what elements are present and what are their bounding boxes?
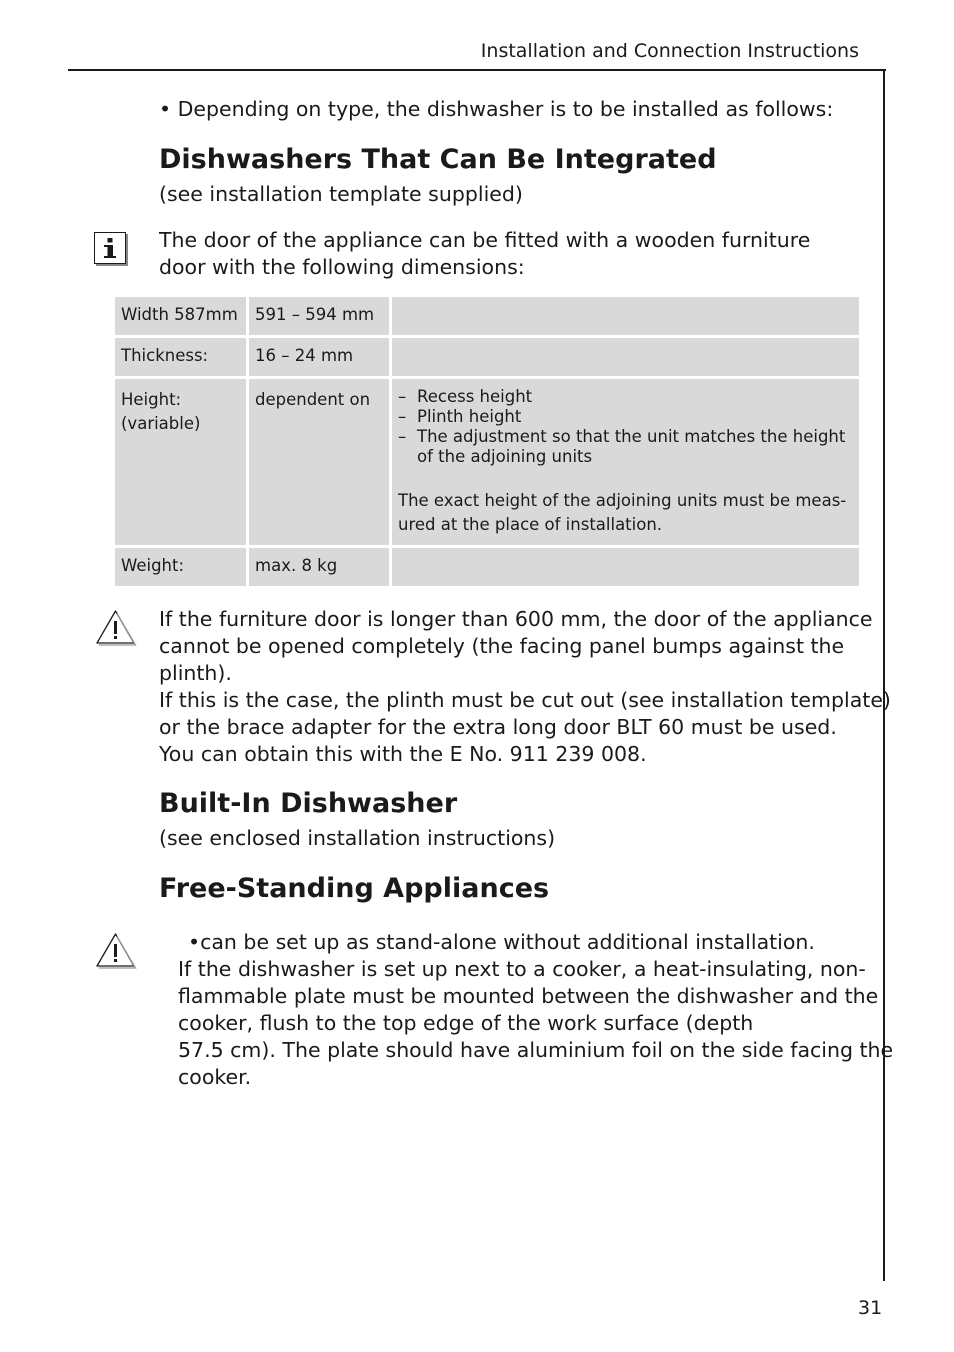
- heading-built-in: Built-In Dishwasher: [159, 788, 458, 819]
- row-notes: [392, 379, 859, 548]
- warning-door-length: [159, 606, 891, 768]
- text-line: flammable plate must be mounted between the dishwasher and the: [178, 984, 879, 1008]
- row-label: Thickness:: [115, 338, 249, 379]
- running-header: Installation and Connection Instructions: [480, 40, 859, 62]
- heading-integrated: Dishwashers That Can Be Integrated: [159, 144, 717, 175]
- row-label: Weight:: [115, 548, 249, 586]
- text-line: or the brace adapter for the extra long door BLT 60 must be used.: [159, 715, 837, 739]
- height-value: dependent on: [255, 390, 371, 409]
- row-value: 591 – 594 mm: [249, 297, 392, 338]
- row-notes: [392, 338, 859, 379]
- height-note: The exact height of the adjoining units must be meas-ured at the place of installation.: [398, 491, 847, 534]
- warning-icon: [94, 931, 137, 969]
- table-row: [115, 338, 859, 379]
- table-row: [115, 548, 859, 586]
- dimensions-table: [115, 297, 859, 586]
- height-criteria-list: [398, 387, 853, 467]
- table-row: [115, 379, 859, 548]
- list-item: – Recess height: [398, 387, 853, 407]
- text-line: If the furniture door is longer than 600 mm, the door of the appliance: [159, 607, 873, 631]
- row-label: Width 587mm: [115, 297, 249, 338]
- row-value: max. 8 kg: [249, 548, 392, 586]
- text-line: 57.5 cm). The plate should have aluminium foil on the side facing the: [178, 1038, 894, 1062]
- intro-bullet: • Depending on type, the dishwasher is to be installed as follows:: [159, 97, 834, 121]
- row-label: [115, 379, 249, 548]
- subtitle-built-in: (see enclosed installation instructions): [159, 826, 556, 850]
- text-line: cannot be opened completely (the facing panel bumps against the: [159, 634, 845, 658]
- header-rule: [68, 69, 886, 71]
- row-notes: [392, 548, 859, 586]
- warning-icon: [94, 608, 137, 646]
- heading-free-standing: Free-Standing Appliances: [159, 873, 550, 904]
- text-line: cooker, flush to the top edge of the work surface (depth: [178, 1011, 754, 1035]
- text-line: If this is the case, the plinth must be cut out (see installation template): [159, 688, 891, 712]
- text-line: plinth).: [159, 661, 232, 685]
- page-number: 31: [858, 1297, 883, 1319]
- free-standing-bullet: •can be set up as stand-alone without additional installation.: [188, 930, 815, 954]
- text-line: If the dishwasher is set up next to a cooker, a heat-insulating, non-: [178, 957, 866, 981]
- list-item: – Plinth height: [398, 407, 853, 427]
- list-item: – The adjustment so that the unit matches the height of the adjoining units: [398, 427, 853, 467]
- warning-cooker: [178, 956, 893, 1091]
- row-value: 16 – 24 mm: [249, 338, 392, 379]
- info-icon: [94, 232, 126, 264]
- table-row: [115, 297, 859, 338]
- info-text: The door of the appliance can be fitted with a wooden furniture door with the following dimensions:: [159, 228, 811, 279]
- height-label-variable: (variable): [121, 414, 201, 433]
- row-value: [249, 379, 392, 548]
- subtitle-integrated: (see installation template supplied): [159, 182, 523, 206]
- text-line: cooker.: [178, 1065, 252, 1089]
- text-line: You can obtain this with the E No. 911 239 008.: [159, 742, 647, 766]
- height-label: Height:: [121, 390, 182, 409]
- row-notes: [392, 297, 859, 338]
